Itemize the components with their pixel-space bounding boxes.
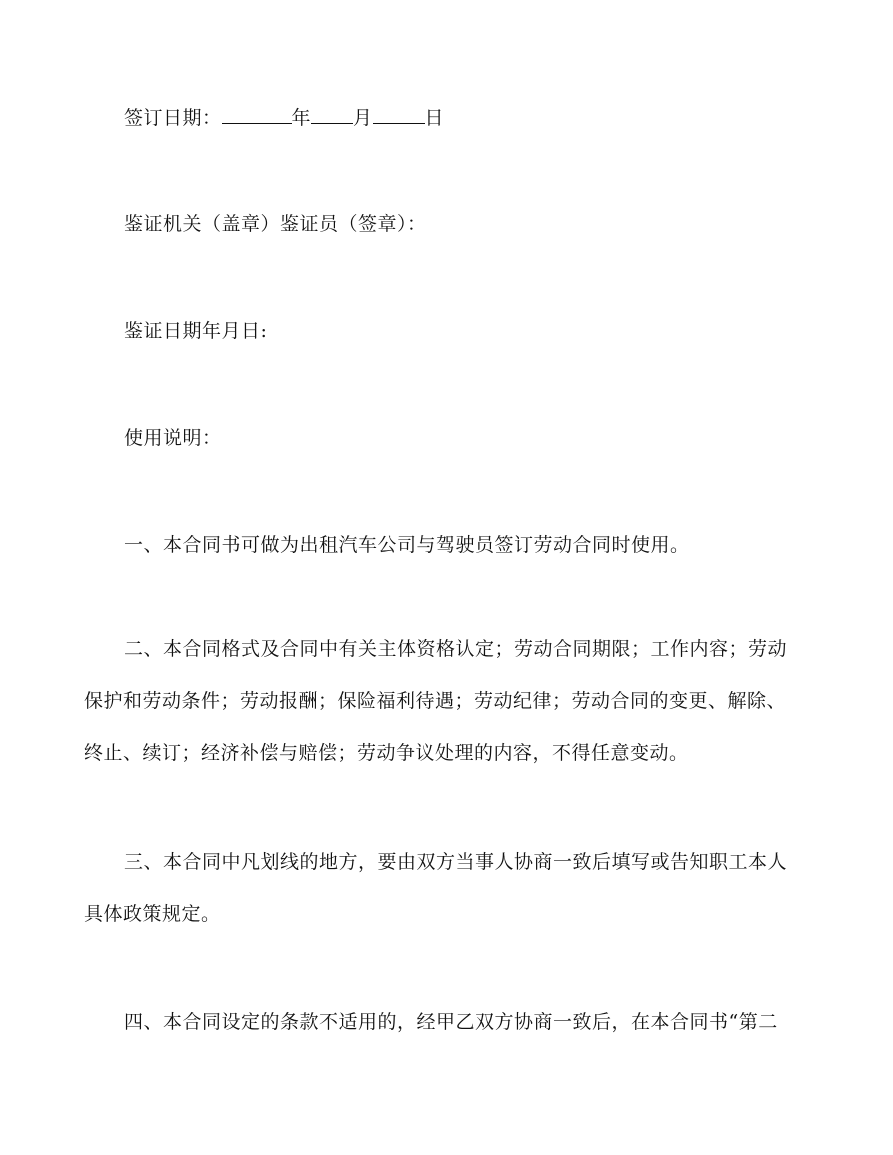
instructions-heading: 使用说明：	[124, 427, 222, 449]
instruction-item-2-line-1: 二、本合同格式及合同中有关主体资格认定；劳动合同期限；工作内容；劳动	[124, 638, 788, 660]
month-label: 月	[353, 107, 373, 129]
year-blank	[222, 105, 292, 124]
signing-date-line	[124, 105, 444, 130]
certification-authority: 鉴证机关（盖章）鉴证员（签章）：	[124, 213, 427, 235]
instruction-item-4-line-1: 四、本合同设定的条款不适用的，经甲乙双方协商一致后，在本合同书“第二	[124, 1011, 778, 1033]
instruction-item-3-line-2: 具体政策规定。	[84, 903, 221, 925]
day-label: 日	[424, 107, 445, 129]
month-blank	[311, 105, 353, 124]
instruction-item-1: 一、本合同书可做为出租汽车公司与驾驶员签订劳动合同时使用。	[124, 534, 690, 556]
day-blank	[373, 105, 425, 124]
year-label: 年	[291, 107, 312, 129]
instruction-item-2-line-3: 终止、续订；经济补偿与赔偿；劳动争议处理的内容，不得任意变动。	[84, 742, 689, 764]
instruction-item-3-line-1: 三、本合同中凡划线的地方，要由双方当事人协商一致后填写或告知职工本人	[124, 851, 788, 873]
certification-date: 鉴证日期年月日:	[124, 320, 268, 342]
signing-date-label: 签订日期：	[124, 107, 222, 129]
instruction-item-2-line-2: 保护和劳动条件；劳动报酬；保险福利待遇；劳动纪律；劳动合同的变更、解除、	[84, 690, 787, 712]
